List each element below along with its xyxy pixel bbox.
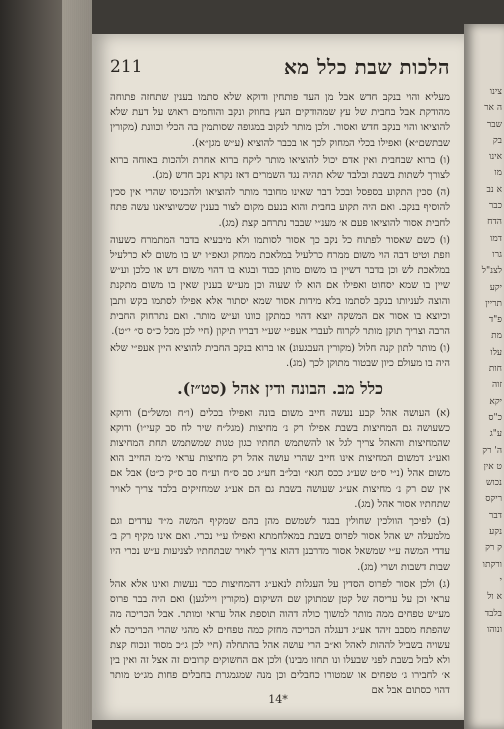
book-page: [92, 34, 464, 720]
paragraph: (ו) ברוא שבחבית ואין אדם יכול להוציאו מותר ליקח ברוא אחרת ולהכות באוחה ברוא לצורך לשתות בשבת ובלבד שלא תהיה נגד השמרים דאז נקרא נקב חדש (מג).: [110, 154, 450, 182]
page-header: [110, 52, 450, 82]
facing-page-text: [468, 84, 502, 638]
facing-page-line: א ול: [487, 592, 502, 603]
facing-page-line: ע"ג: [489, 429, 502, 440]
facing-page-line: אינו: [489, 152, 502, 163]
facing-page-line: זוה: [492, 380, 502, 391]
facing-page-line: חות: [488, 364, 502, 375]
page-body: [110, 90, 450, 697]
paragraph: (ו) מותר לתון קנה חלול (מקורין העבגעונ) או ברוא בנקב החבית להוציא היין אעפ״י שלא היה בו מעולם כיון שבטור מתוקן לכך (מג).: [110, 343, 450, 370]
facing-page-line: א נב: [486, 184, 502, 195]
facing-page-line: ונוהו: [486, 624, 502, 635]
facing-page-line: ה אר: [484, 103, 502, 114]
facing-page-line: מת: [491, 331, 502, 342]
facing-page-line: כ"ס: [488, 412, 502, 423]
paragraph: (ה) סכין התקוע בספסל ובכל דבר שאינו מחובר מותר להוציאו ולהכניסו שהרי אין סכין להוסיף בנקב. ואם היה תקוע בחבית והוא בנעם מקום לצור בענין שכשיוציאנו עשה פתח לחבית אסור להוציאו פעם א׳ מענ״י שבבר נתרחב קצת (מג).: [110, 187, 450, 229]
facing-page-line: תריין: [485, 298, 502, 309]
paragraph: (ג) ולכן אסור לפרוס הסדין על העגלות לנאע״ג דהמחיצות ככר נעשות ואינו אלא אהל עראי וכן על עריסה של קטן שמתוקן שם השיקום (מקורין ויילגען) ואם היה בבר פרוס מע״ש טפחים ממה מותר למשוך כולה דהוה תוספת אהל עראי ומותר. אבל הכריכה מה שהפתח מסבב זיהד אע״ג דעגלה הכריכה מחזק כמה טפחים לא מהגי שהרי הכריכה לא עשויה בשביל לההות לאהל וא״ב הרי עושה אהל בהתחלה (חיי לכן ג״כ מסוד ונכוח קצת ולא לבזל בשבת לפני שבעלו ונו תחזו מבינו) ולכן אם החשוקים קרובים זה אצל זה ואין בין א׳ לחבירו ג׳ טפחים או שמטורו כחבלים וכן מנה שמגמגרת בחבלים פחות מג״ט מותר דהוי כסתום אבל אם: [110, 578, 450, 697]
facing-page-line: כבר: [488, 201, 502, 212]
facing-page-line: ה' רק: [482, 445, 502, 456]
facing-page-line: ורקתו: [482, 559, 502, 570]
section-heading: כלל מב. הבונה ודין אהל (סט״ז).: [177, 378, 383, 398]
facing-page-line: פ"ד: [488, 315, 502, 326]
facing-page-line: ט אין: [483, 461, 502, 472]
facing-page-line: ריקס: [485, 494, 502, 505]
running-title: הלכות שבת כלל מא: [283, 54, 450, 79]
facing-page-line: נכוש: [485, 478, 502, 489]
facing-page-line: גרו: [492, 249, 502, 260]
facing-page-line: יקע: [489, 282, 502, 293]
facing-page-line: עלו: [490, 347, 502, 358]
facing-page-line: נקע: [489, 527, 502, 538]
facing-page-line: דבר: [488, 510, 502, 521]
facing-page-line: בק: [492, 135, 502, 146]
facing-page-line: מו: [494, 168, 502, 179]
facing-page-line: ק רק: [485, 543, 502, 554]
facing-page-line: הדח: [487, 217, 502, 228]
facing-page-line: שבר: [486, 119, 502, 130]
paragraph: (ו) כשם שאסור לפתוח כל נקב כך אסור לסותמו ולא מיבעיא בדבר המתמרח כשעוה וזפת וטיט דבה הוי משום ממרח כרלעיל במלאכת ממחק וגאפ״ו יש בו משום לא כרלעיל במלאכת לש וכן בדבר דשיין בו משום מותן כבוד ובגוא בו דהוי משום דש או כלכן וע״ש שיין בו שמא יסחוט ואפילו אם הוא לו שעוה וכן מע״ש בענין שאין בו משום מתקנת והוצה לעניותו בנקב לסתמו בלא מידות אסור שמא יסתור אלא אפילו לסתמו בקש ותבן וכיוצא בו אסור אם המשקה יוצא דהוי כמתקן כוונו וע״ש מותר. ואם נתרחוק החבית הרבה וצריך תוקן מותר לקרוח לעברי אעפ״י שע״י דבריו תיקון (חיי לכן מכל כ״ס ס״ י״ט).: [110, 234, 450, 338]
facing-page-line: דמו: [490, 233, 502, 244]
facing-page-line: בלבד: [484, 608, 502, 619]
paragraph: (א) העושה אהל קבע נעשה חייב משום בונה ואפילו בכלים (ו״ח ומשל״ם) ודוקא כשעושה גם המחיצות בשבת אפילו רק נ׳ מחיצות (מגל״ח שיר לח סב קעי״ו) ודוקא שהמחיצות והאהל צריך לגל או להשתמש תחתיו כגון טגות שמשתמש תחת המחיצות ואע״ג דמשום המחיצות אינו חייב שהרי עושה אהל רק מחיצות עראי מ״מ החייב הוא משום אהל (נ״י ס״ט שע״ג ככס חגא״ ובל״ב חע״ג סב ס״ח וע״ח סב ס״ק כ״ט) אבל אם אין שם רק נ׳ מחיצות אע״ג שעושה בשבת גם הם אע״ג שמחזיקים בלבד צריך לאויר שתחתיו אסור אהל (מג).: [110, 407, 450, 510]
page-edges: [62, 0, 92, 729]
signature-mark: 14*: [268, 693, 288, 706]
facing-page-edge: [464, 24, 504, 729]
page-number: 211: [110, 57, 143, 77]
facing-page-line: לצנ"ל: [481, 266, 502, 277]
facing-page-line: צינו: [489, 87, 502, 97]
facing-page-line: יקא: [489, 396, 502, 407]
paragraph: (ב) לפיכך הוולכין שחולין בבגד לשמשם מהן בהם שמקיף המשה מ״ד עדדים וגם מלמעלה יש אהל אסור לפרוס בשבת במאלחמתא ואפילו ע״י נכרי. ואם אינו מקיף רק ב׳ עדדי המשה ע״י שמשאל אסור מדרבנן דהוא צריך לאויר שבתחתיו לצניעות ע״ש נכרי היו שבות דשבות ושרי (מג).: [110, 516, 450, 573]
paragraph: מעליא והוי בנקב חדש אבל מן העד פותחין ודוקא שלא סתמו בענין שתחזה פתוחה מהודקת אבל בחבית של עץ שמהודקים העץ בחוזק ונקב והוחמים ראוש על דעת שלא להוציאו והוי בנקב חדש ואסור. ולכן מותר לנקוב במגופה שסותמין בה הכלי וכוונת (מקורין שבתשם״א) ואפילו בכלי המחוק לכך או בכבר להוציא (ע״ש מגן״א).: [110, 92, 450, 149]
facing-page-line: י: [499, 575, 502, 586]
